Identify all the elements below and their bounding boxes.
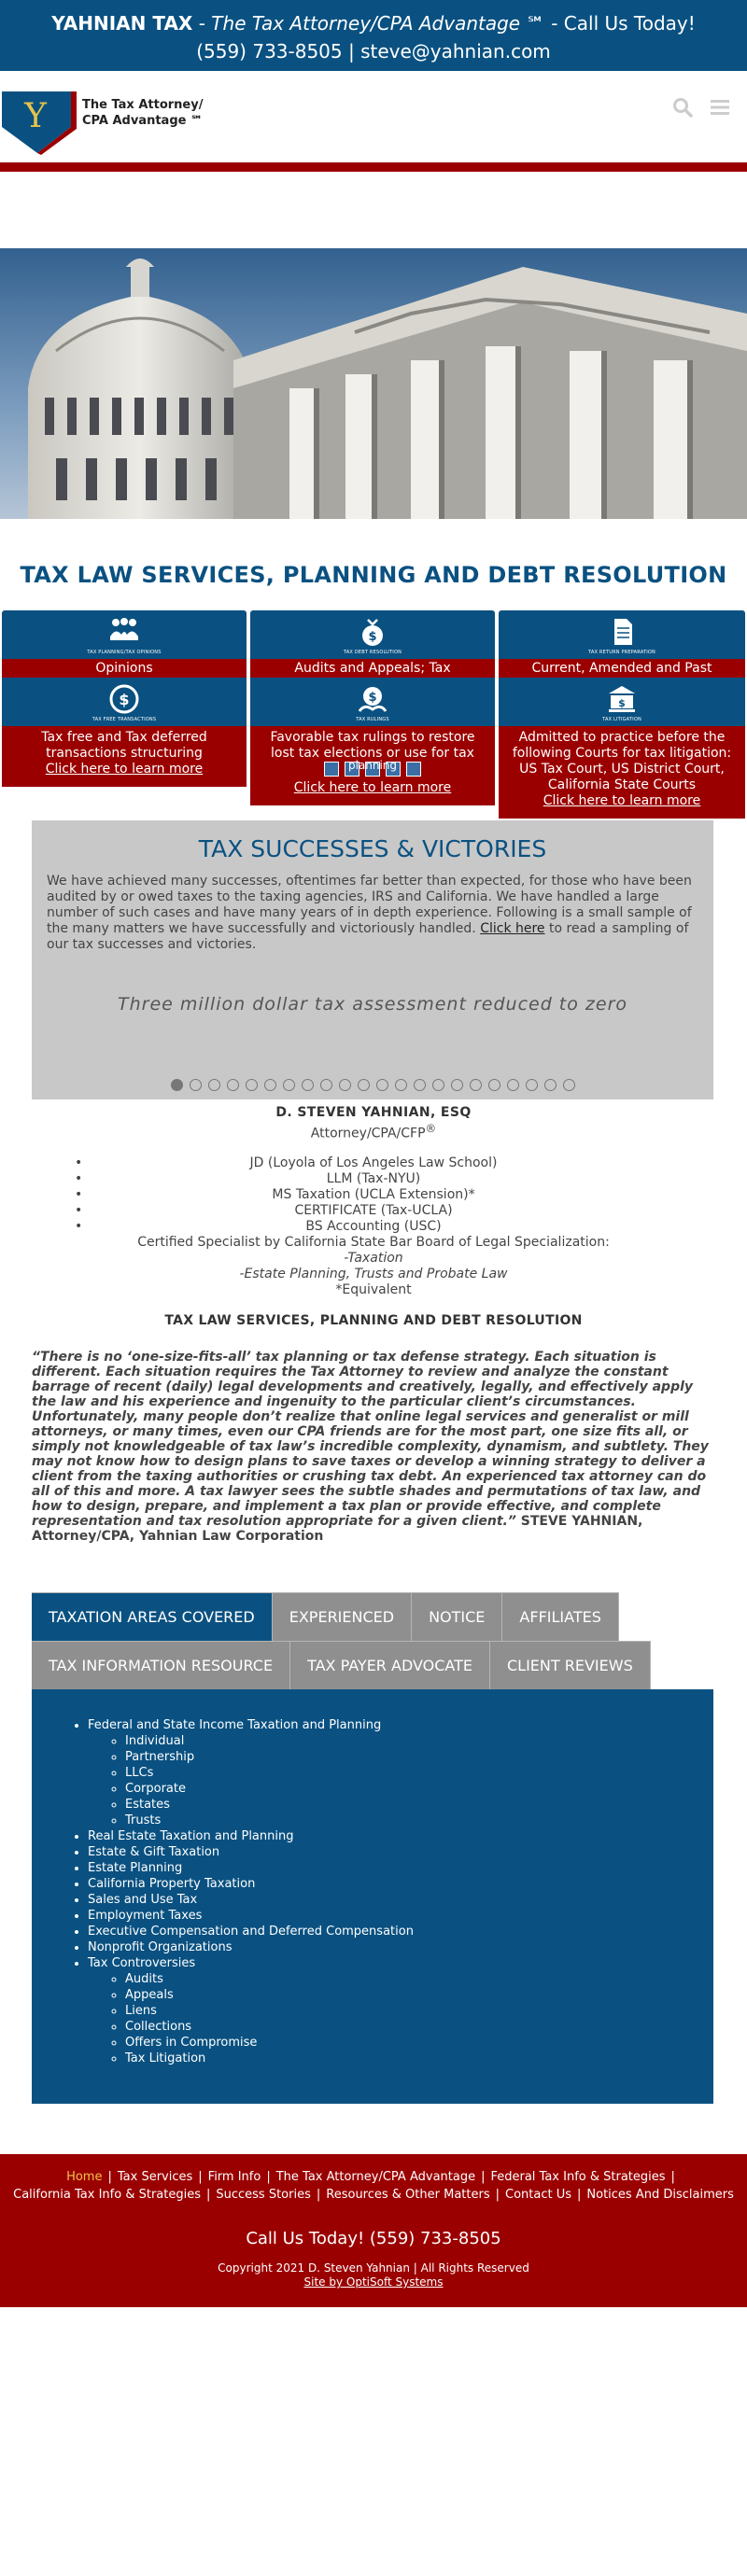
svg-text:$: $ bbox=[119, 691, 130, 708]
logo-line-2: CPA Advantage ℠ bbox=[82, 114, 204, 128]
icon-label: TAX DEBT RESOLUTION bbox=[343, 650, 402, 655]
card-mid bbox=[2, 678, 247, 726]
tab-row-1 bbox=[32, 1592, 713, 1641]
area-item: • Tax Controversies ◦ Audits ◦ Appeals ◦ Liens ◦ Collections ◦ Offers in Compromise ◦ Tax Litigation bbox=[88, 1955, 713, 2066]
separator: - bbox=[192, 12, 212, 35]
hero-image-capitol bbox=[0, 248, 747, 519]
slider-dot[interactable] bbox=[246, 1079, 258, 1091]
icon-label: TAX PLANNING/TAX OPINIONS bbox=[87, 650, 162, 655]
footer-credit-link[interactable]: Site by OptiSoft Systems bbox=[303, 2275, 444, 2289]
card-top bbox=[250, 610, 495, 659]
services-section bbox=[0, 519, 747, 1172]
slider-dot[interactable] bbox=[451, 1079, 463, 1091]
svg-text:$: $ bbox=[368, 630, 377, 644]
header-red-line bbox=[0, 162, 747, 172]
slider-dot[interactable] bbox=[190, 1079, 202, 1091]
attorney-name: D. STEVEN YAHNIAN, ESQ bbox=[275, 1105, 472, 1120]
slider-dots bbox=[32, 1079, 713, 1091]
taxation-areas-list bbox=[69, 1717, 713, 2066]
card-description bbox=[499, 726, 745, 819]
tab-tax-payer-advocate[interactable]: TAX PAYER ADVOCATE bbox=[290, 1641, 490, 1689]
successes-slider bbox=[32, 820, 713, 1102]
slider-dot[interactable] bbox=[302, 1079, 314, 1091]
area-item: • Estate Planning bbox=[88, 1860, 713, 1876]
service-cards bbox=[0, 610, 747, 1015]
slider-dot[interactable] bbox=[488, 1079, 500, 1091]
icon-label: TAX RULINGS bbox=[356, 717, 389, 722]
tagline: The Tax Attorney/CPA Advantage ℠ bbox=[211, 12, 545, 35]
credential-item: • LLM (Tax-NYU) bbox=[0, 1171, 747, 1187]
sub-item: ◦ Estates bbox=[125, 1797, 713, 1813]
icon-label: TAX FREE TRANSACTIONS bbox=[92, 717, 157, 722]
card-mid bbox=[250, 678, 495, 726]
money-hands-icon bbox=[357, 683, 388, 715]
learn-more-link[interactable]: Click here to learn more bbox=[45, 762, 204, 777]
slider-dot[interactable] bbox=[358, 1079, 370, 1091]
slider-dot[interactable] bbox=[507, 1079, 519, 1091]
credential-item: • MS Taxation (UCLA Extension)* bbox=[0, 1187, 747, 1203]
sub-item: ◦ Offers in Compromise bbox=[125, 2035, 713, 2051]
equivalent-note: *Equivalent bbox=[335, 1281, 412, 1297]
slider-dot[interactable] bbox=[339, 1079, 351, 1091]
card-bar-text: Opinions bbox=[2, 659, 247, 678]
slider-dot[interactable] bbox=[526, 1079, 538, 1091]
card-description bbox=[250, 726, 495, 805]
tab-experienced[interactable]: EXPERIENCED bbox=[273, 1592, 412, 1641]
card-description bbox=[2, 726, 247, 787]
footer-link-contact[interactable]: Contact Us bbox=[505, 2188, 571, 2202]
specialty-taxation: -Taxation bbox=[344, 1250, 403, 1266]
slider-dot[interactable] bbox=[395, 1079, 407, 1091]
svg-text:$: $ bbox=[368, 691, 377, 705]
credential-item: • JD (Loyola of Los Angeles Law School) bbox=[0, 1155, 747, 1171]
svg-text:$: $ bbox=[618, 697, 626, 709]
slider-dot[interactable] bbox=[544, 1079, 557, 1091]
footer-link-california-tax[interactable]: California Tax Info & Strategies bbox=[13, 2188, 201, 2202]
sub-item: ◦ Appeals bbox=[125, 1987, 713, 2003]
footer-link-success-stories[interactable]: Success Stories bbox=[216, 2188, 311, 2202]
site-footer bbox=[0, 2154, 747, 2307]
card-description-text: Favorable tax rulings to restore lost tax elections or use for tax bbox=[270, 730, 475, 761]
area-item: • Employment Taxes bbox=[88, 1908, 713, 1924]
footer-nav bbox=[0, 2154, 747, 2203]
logo-letter: Y bbox=[24, 97, 47, 135]
slider-dot[interactable] bbox=[563, 1079, 575, 1091]
learn-more-link[interactable]: Click here to learn more bbox=[293, 780, 452, 795]
credentials-list bbox=[0, 1142, 747, 1235]
overlay-text: planning bbox=[347, 759, 398, 772]
logo-text[interactable] bbox=[82, 97, 203, 129]
slider-dot[interactable] bbox=[432, 1079, 444, 1091]
card-courts-text: US Tax Court, US District Court, California State Courts bbox=[519, 762, 725, 792]
footer-link-firm-info[interactable]: Firm Info bbox=[207, 2170, 261, 2184]
service-card-tax-planning[interactable] bbox=[2, 610, 247, 799]
courthouse-icon bbox=[606, 683, 638, 715]
footer-link-federal-tax[interactable]: Federal Tax Info & Strategies bbox=[490, 2170, 666, 2184]
footer-call-us[interactable]: Call Us Today! (559) 733-8505 bbox=[246, 2229, 501, 2248]
sub-item: ◦ Liens bbox=[125, 2003, 713, 2019]
capitol-illustration bbox=[0, 248, 747, 519]
slider-dot[interactable] bbox=[264, 1079, 276, 1091]
sub-item: ◦ Partnership bbox=[125, 1749, 713, 1765]
tab-affiliates[interactable]: AFFILIATES bbox=[502, 1592, 618, 1641]
slider-dot[interactable] bbox=[171, 1079, 183, 1091]
slider-dot[interactable] bbox=[283, 1079, 295, 1091]
tab-row-2 bbox=[32, 1641, 713, 1689]
card-description-text: Admitted to practice before the following Courts for tax litigation: bbox=[512, 730, 732, 761]
area-item: • California Property Taxation bbox=[88, 1876, 713, 1892]
slider-dot[interactable] bbox=[470, 1079, 482, 1091]
document-icon bbox=[606, 616, 638, 648]
brand-name: YAHNIAN TAX bbox=[51, 12, 193, 35]
sub-item: ◦ Audits bbox=[125, 1971, 713, 1987]
tab-taxation-areas[interactable]: TAXATION AREAS COVERED bbox=[32, 1592, 273, 1641]
successes-link[interactable]: Click here bbox=[480, 921, 545, 936]
footer-link-tax-services[interactable]: Tax Services bbox=[117, 2170, 193, 2184]
footer-nav-row-1: Home | Tax Services | Firm Info | The Tax Attorney/CPA Advantage | Federal Tax Info & Strategies | bbox=[66, 2170, 675, 2184]
tab-notice[interactable]: NOTICE bbox=[412, 1592, 502, 1641]
attorney-title: Attorney/CPA/CFP® bbox=[310, 1122, 437, 1141]
sub-item: ◦ Collections bbox=[125, 2019, 713, 2035]
area-item: • Nonprofit Organizations bbox=[88, 1939, 713, 1955]
area-item: • Real Estate Taxation and Planning bbox=[88, 1828, 713, 1844]
credential-item: • CERTIFICATE (Tax-UCLA) bbox=[0, 1203, 747, 1219]
sub-item: ◦ Corporate bbox=[125, 1781, 713, 1797]
successes-title: TAX SUCCESSES & VICTORIES bbox=[198, 835, 547, 862]
sub-item: ◦ Trusts bbox=[125, 1813, 713, 1828]
site-header bbox=[0, 71, 747, 172]
footer-link-notices[interactable]: Notices And Disclaimers bbox=[586, 2188, 734, 2202]
logo[interactable] bbox=[0, 90, 78, 155]
header-spacer bbox=[0, 172, 747, 248]
area-item: • Executive Compensation and Deferred Compensation bbox=[88, 1924, 713, 1939]
area-item: • Estate & Gift Taxation bbox=[88, 1844, 713, 1860]
icon-label: TAX RETURN PREPARATION bbox=[588, 650, 655, 655]
handshake-people-icon bbox=[108, 616, 140, 648]
slider-dot[interactable] bbox=[227, 1079, 239, 1091]
slider-dot[interactable] bbox=[320, 1079, 332, 1091]
footer-link-home[interactable]: Home bbox=[66, 2170, 103, 2184]
credential-item: • BS Accounting (USC) bbox=[0, 1219, 747, 1235]
footer-copyright: Copyright 2021 D. Steven Yahnian | All Rights Reserved Site by OptiSoft Systems bbox=[218, 2261, 529, 2289]
controversies-sublist bbox=[88, 1971, 713, 2066]
success-quote: Three million dollar tax assessment reduced to zero bbox=[117, 994, 628, 1015]
tab-panel-taxation-areas bbox=[32, 1689, 713, 2104]
slider-dot[interactable] bbox=[208, 1079, 220, 1091]
area-item: • Sales and Use Tax bbox=[88, 1892, 713, 1908]
card-bar-text: Current, Amended and Past bbox=[499, 659, 745, 678]
slider-dot[interactable] bbox=[376, 1079, 388, 1091]
signature: STEVE YAHNIAN, Attorney/CPA, Yahnian Law Corporation bbox=[32, 1513, 643, 1544]
search-icon[interactable] bbox=[672, 97, 693, 118]
tab-tax-info-resource[interactable]: TAX INFORMATION RESOURCE bbox=[32, 1641, 290, 1689]
services-title: TAX LAW SERVICES, PLANNING AND DEBT RESOLUTION bbox=[20, 562, 727, 588]
top-bar bbox=[0, 0, 747, 71]
specialty-estate: -Estate Planning, Trusts and Probate Law bbox=[239, 1266, 508, 1281]
footer-link-advantage[interactable]: The Tax Attorney/CPA Advantage bbox=[275, 2170, 476, 2184]
money-arrows-icon bbox=[108, 683, 140, 715]
header-icons bbox=[672, 97, 730, 118]
footer-link-resources[interactable]: Resources & Other Matters bbox=[326, 2188, 490, 2202]
tab-client-reviews[interactable]: CLIENT REVIEWS bbox=[490, 1641, 651, 1689]
card-top bbox=[2, 610, 247, 659]
money-bag-icon bbox=[357, 616, 388, 648]
sub-item: ◦ Tax Litigation bbox=[125, 2051, 713, 2066]
attorney-bio bbox=[0, 1099, 747, 1329]
sub-item: ◦ LLCs bbox=[125, 1765, 713, 1781]
successes-description: We have achieved many successes, oftentimes far better than expected, for those who have been audited by or owed taxes to the taxing agencies, IRS and California. We have handled a large number of such cases and have many years of in depth experience. Following is a small sample of the many matters we have successfully and victoriously handled. Click here to read a sampling of our tax successes and victories. bbox=[47, 874, 692, 952]
service-card-tax-debt-resolution[interactable] bbox=[250, 610, 495, 814]
icon-label: TAX LITIGATION bbox=[602, 717, 641, 722]
footer-nav-row-2: California Tax Info & Strategies | Success Stories | Resources & Other Matters | Contact Us | Notices And Disclaimers bbox=[13, 2188, 734, 2202]
contact-info[interactable]: - Call Us Today! (559) 733-8505 | steve@yahnian.com bbox=[196, 12, 696, 63]
service-card-tax-litigation[interactable] bbox=[499, 610, 745, 846]
card-description-text: Tax free and Tax deferred transactions structuring bbox=[41, 730, 207, 761]
menu-icon[interactable] bbox=[710, 97, 730, 118]
philosophy-quote: “There is no ‘one-size-fits-all’ tax planning or tax defense strategy. Each situation is different. Each situation requires the Tax Attorney to review and analyze the constant barrage of recent (daily) legal developments and creatively, legally, and effectively apply the law and his experience and ingenuity to the particular client’s circumstances. Unfortunately, many people don’t realize that online legal services and generalist or mill attorneys, or many times, even our CPA friends are for the most part, one size fits all, or simply not knowledgeable of tax law’s incredible complexity, dynamism, and subtlety. They may not know how to design plans to save taxes or develop a winning strategy to deliver a client from the taxing authorities or crushing tax debt. An experienced tax attorney can do all of this and more. A tax lawyer sees the subtle shades and permutations of tax law, and how to design, prepare, and implement a tax plan or provide effective, and complete representation and tax resolution appropriate for a given client.” STEVE YAHNIAN, Attorney/CPA, Yahnian Law Corporation bbox=[32, 1349, 709, 1544]
slider-dot[interactable] bbox=[414, 1079, 426, 1091]
logo-line-1: The Tax Attorney/ bbox=[82, 98, 204, 112]
info-tabs bbox=[32, 1592, 713, 2104]
federal-sublist bbox=[88, 1733, 713, 1828]
card-top bbox=[499, 610, 745, 659]
card-mid bbox=[499, 678, 745, 726]
card-bar-text: Audits and Appeals; Tax bbox=[250, 659, 495, 678]
sub-item: ◦ Individual bbox=[125, 1733, 713, 1749]
area-item: • Federal and State Income Taxation and Planning ◦ Individual ◦ Partnership ◦ LLCs ◦ Corporate ◦ Estates ◦ Trusts bbox=[88, 1717, 713, 1828]
services-heading-2: TAX LAW SERVICES, PLANNING AND DEBT RESOLUTION bbox=[164, 1312, 583, 1328]
specialist-text: Certified Specialist by California State Bar Board of Legal Specialization: bbox=[137, 1234, 610, 1250]
learn-more-link[interactable]: Click here to learn more bbox=[543, 793, 701, 808]
